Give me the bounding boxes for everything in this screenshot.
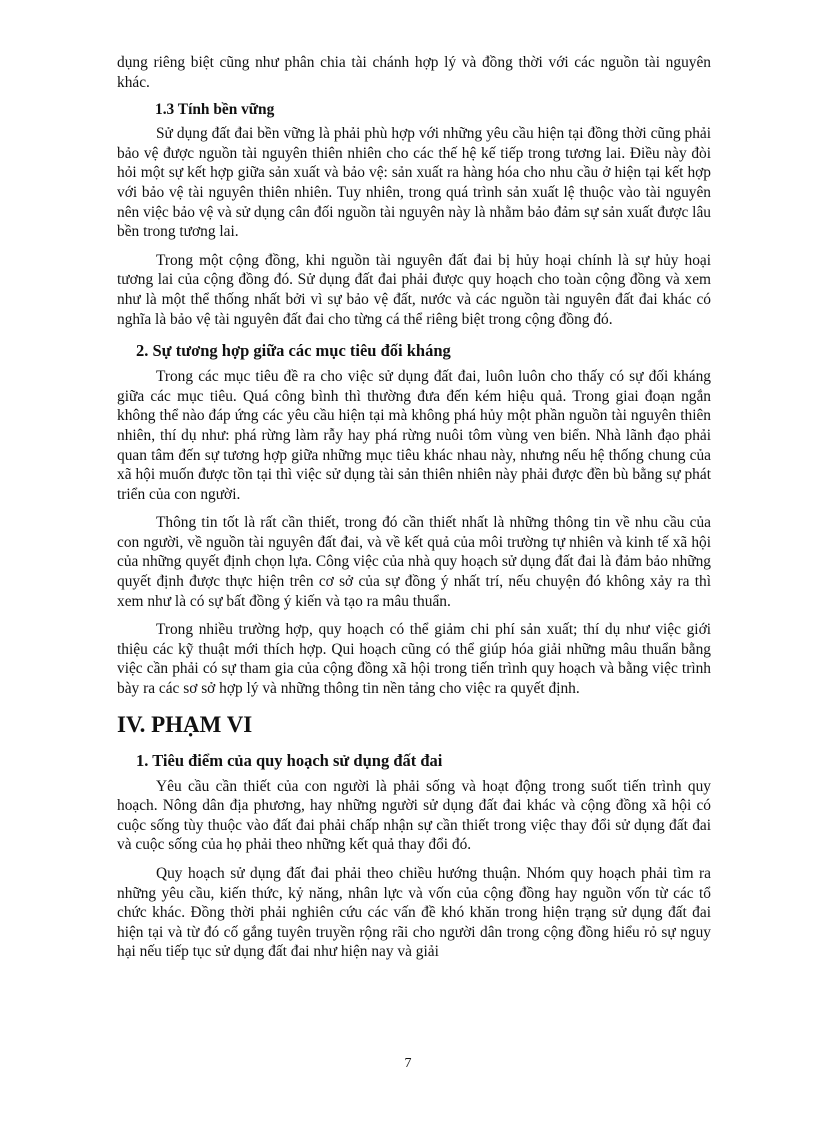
- paragraph-continuation: dụng riêng biệt cũng như phân chia tài chánh hợp lý và đồng thời với các nguồn tài nguyên khác.: [117, 54, 711, 91]
- paragraph: Thông tin tốt là rất cần thiết, trong đó cần thiết nhất là những thông tin về nhu cầu của con người, về nguồn tài nguyên đất đai, và về kết quả của môi trường tự nhiên và kinh tế xã hội của những quyết định chọn lựa. Công việc của nhà quy hoạch sử dụng đất đai là đảm bảo những quyết định được thực hiện trên cơ sở của sự đồng ý nhất trí, nếu chuyện đó không xảy ra thì xem như là có sự bất đồng ý kiến và tạo ra mâu thuẩn.: [117, 514, 711, 610]
- paragraph: Trong một cộng đồng, khi nguồn tài nguyên đất đai bị hủy hoại chính là sự hủy hoại tương lai của cộng đồng đó. Sử dụng đất đai phải được quy hoạch cho toàn cộng đồng và xem như là một thể thống nhất bởi vì sự bảo vệ đất, nước và các nguồn tài nguyên đất đai khác có nghĩa là bảo vệ tài nguyên đất đai cho từng cá thể riêng biệt trong cộng đồng đó.: [117, 251, 711, 328]
- paragraph: Sử dụng đất đai bền vững là phải phù hợp với những yêu cầu hiện tại đồng thời cũng phải bảo vệ được nguồn tài nguyên thiên nhiên cho các thế hệ kế tiếp trong tương lai. Điều này đòi hỏi một sự kết hợp giữa sản xuất và bảo vệ: sản xuất ra hàng hóa cho nhu cầu ở hiện tại kết hợp với bảo vệ tài nguyên thiên nhiên. Tuy nhiên, trong quá trình sản xuất lệ thuộc vào tài nguyên nên việc bảo vệ và sử dụng cân đối nguồn tài nguyên này là nhằm bảo đảm sự sản xuất được lâu bền trong tương lai.: [117, 125, 711, 241]
- heading-1-3: 1.3 Tính bền vững: [155, 101, 275, 119]
- page-number: 7: [404, 1056, 412, 1071]
- paragraph: Trong nhiều trường hợp, quy hoạch có thể giảm chi phí sản xuất; thí dụ như việc giới thiệu các kỹ thuật mới thích hợp. Qui hoạch cũng có thể giúp hóa giải những mâu thuẩn bằng việc cần phải có sự tham gia của cộng đồng xã hội trong tiến trình quy hoạch và bằng việc trình bày ra các sơ sở hợp lý và những thông tin nền tảng cho việc ra quyết định.: [117, 621, 711, 698]
- paragraph: Trong các mục tiêu đề ra cho việc sử dụng đất đai, luôn luôn cho thấy có sự đối kháng giữa các mục tiêu. Quá công bình thì thường đưa đến kém hiệu quả. Trong giai đoạn ngắn không thể nào đáp ứng các yêu cầu hiện tại mà không phá hủy một phần nguồn tài nguyên thiên nhiên, thí dụ như: phá rừng làm rẫy hay phá rừng nuôi tôm vùng ven biển. Nhà lãnh đạo phải quan tâm đến sự tương hợp giữa những mục tiêu khác nhau này, nhưng nếu hệ thống chung của xã hội muốn được tồn tại thì việc sử dụng tài sản thiên nhiên này phải được đền bù bằng sự phát triển của con người.: [117, 368, 711, 503]
- page-content: [117, 53, 711, 962]
- section-heading-iv: IV. PHẠM VI: [117, 711, 253, 737]
- heading-2: 2. Sự tương hợp giữa các mục tiêu đối kháng: [136, 341, 451, 361]
- paragraph: Quy hoạch sử dụng đất đai phải theo chiều hướng thuận. Nhóm quy hoạch phải tìm ra những yêu cầu, kiến thức, kỷ năng, nhân lực và vốn của cộng đồng hay nguồn vốn từ các tổ chức khác. Đồng thời phải nghiên cứu các vấn đề khó khăn trong hiện trạng sử dụng đất đai hiện tại và từ đó cố gắng tuyên truyền rộng rãi cho người dân trong cộng đồng hiểu rỏ sự nguy hại nếu tiếp tục sử dụng đất đai như hiện nay và giải: [117, 865, 711, 961]
- heading-iv-1: 1. Tiêu điểm của quy hoạch sử dụng đất đai: [136, 750, 443, 770]
- paragraph: Yêu cầu cần thiết của con người là phải sống và hoạt động trong suốt tiến trình quy hoạch. Nông dân địa phương, hay những người sử dụng đất đai khác và cộng đồng xã hội có cuộc sống tùy thuộc vào đất đai phải chấp nhận sự cần thiết trong việc thay đổi sử dụng đất đai và cuộc sống của họ phải theo những kết quả thay đổi đó.: [117, 777, 711, 854]
